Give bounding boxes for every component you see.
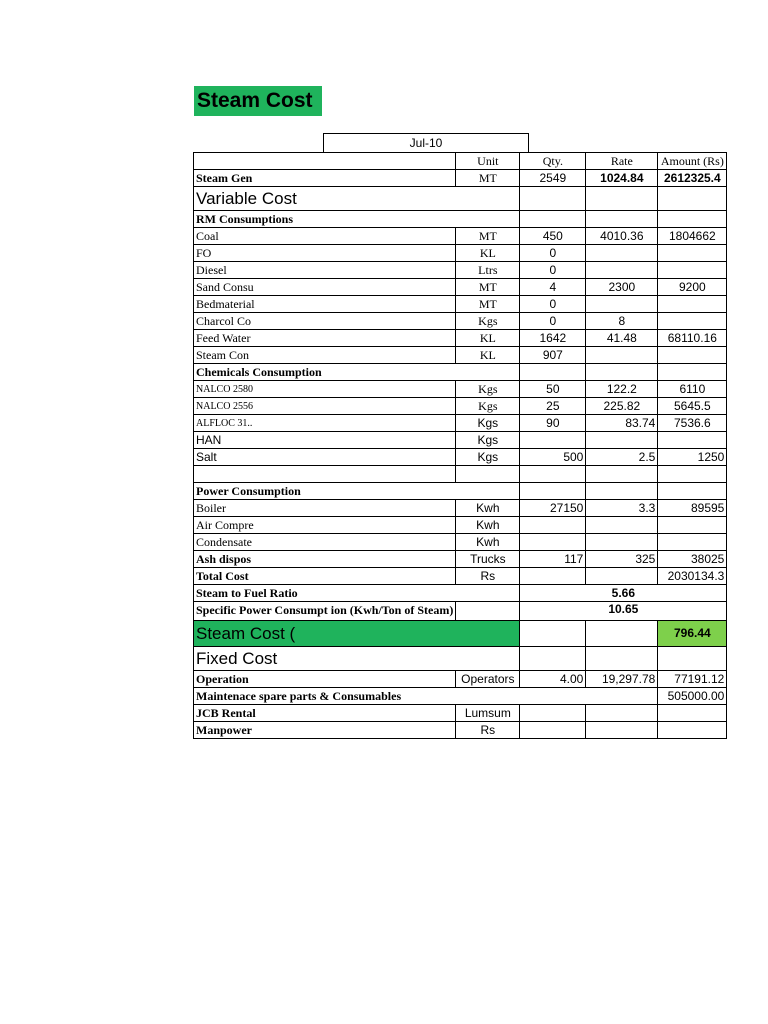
steam-cost-variable-amount: 796.44 (658, 621, 727, 647)
item-cell: Condensate (194, 534, 456, 551)
unit-cell: KL (456, 347, 520, 364)
unit-cell: Kgs (456, 449, 520, 466)
fixed-cost-heading: Fixed Cost (194, 647, 520, 671)
table-row (194, 381, 727, 398)
section-row (194, 187, 727, 211)
unit-cell: Kgs (456, 381, 520, 398)
amount-cell: 1250 (658, 449, 727, 466)
amount-cell: 1804662 (658, 228, 727, 245)
section-row (194, 364, 727, 381)
amount-cell: 6110 (658, 381, 727, 398)
item-cell: NALCO 2556 (194, 398, 456, 415)
qty-cell: 0 (520, 313, 586, 330)
table-row (194, 688, 727, 705)
sheet-title: Steam Cost (194, 86, 322, 116)
rate-cell: 1024.84 (586, 170, 658, 187)
power-consumption-heading: Power Consumption (194, 483, 520, 500)
amount-cell: 89595 (658, 500, 727, 517)
item-cell: Maintenace spare parts & Consumables (194, 688, 658, 705)
qty-cell: 4.00 (520, 671, 586, 688)
item-cell: Feed Water (194, 330, 456, 347)
amount-cell: 68110.16 (658, 330, 727, 347)
section-row (194, 211, 727, 228)
rate-cell: 2.5 (586, 449, 658, 466)
item-cell: Specific Power Consumpt ion (Kwh/Ton of Steam) (194, 602, 456, 621)
rate-cell: 4010.36 (586, 228, 658, 245)
table-row (194, 517, 727, 534)
table-row (194, 279, 727, 296)
item-cell: HAN (194, 432, 456, 449)
item-cell: Total Cost (194, 568, 456, 585)
steam-fuel-ratio-value: 5.66 (520, 585, 727, 602)
item-cell: Steam Gen (194, 170, 456, 187)
table-row (194, 296, 727, 313)
qty-cell: 25 (520, 398, 586, 415)
qty-cell: 117 (520, 551, 586, 568)
qty-cell: 2549 (520, 170, 586, 187)
chemicals-heading: Chemicals Consumption (194, 364, 520, 381)
item-cell: Coal (194, 228, 456, 245)
rate-cell: 325 (586, 551, 658, 568)
item-cell: Steam to Fuel Ratio (194, 585, 520, 602)
item-cell: Ash dispos (194, 551, 456, 568)
variable-cost-heading: Variable Cost (194, 187, 520, 211)
qty-cell: 500 (520, 449, 586, 466)
table-row (194, 551, 727, 568)
unit-cell: MT (456, 228, 520, 245)
table-row (194, 449, 727, 466)
unit-cell: Rs (456, 722, 520, 739)
unit-cell: Operators (456, 671, 520, 688)
rate-cell: 19,297.78 (586, 671, 658, 688)
section-row (194, 483, 727, 500)
item-cell: Manpower (194, 722, 456, 739)
rate-cell: 225.82 (586, 398, 658, 415)
unit-cell: KL (456, 245, 520, 262)
rm-consumptions-heading: RM Consumptions (194, 211, 520, 228)
unit-cell: MT (456, 279, 520, 296)
unit-cell: Kwh (456, 534, 520, 551)
empty-row (194, 466, 727, 483)
unit-cell: Kgs (456, 313, 520, 330)
table-row (194, 313, 727, 330)
qty-cell: 0 (520, 296, 586, 313)
item-cell: Diesel (194, 262, 456, 279)
item-cell: Salt (194, 449, 456, 466)
amount-cell: 5645.5 (658, 398, 727, 415)
month-header: Jul-10 (323, 133, 529, 153)
qty-cell: 907 (520, 347, 586, 364)
rate-header: Rate (586, 153, 658, 170)
table-row (194, 602, 727, 621)
rate-cell: 83.74 (586, 415, 658, 432)
table-row (194, 585, 727, 602)
table-row (194, 415, 727, 432)
item-cell: Operation (194, 671, 456, 688)
table-row (194, 568, 727, 585)
qty-cell: 1642 (520, 330, 586, 347)
table-row (194, 245, 727, 262)
item-cell: Air Compre (194, 517, 456, 534)
amount-cell: 2612325.4 (658, 170, 727, 187)
unit-cell: Trucks (456, 551, 520, 568)
steam-cost-table (193, 152, 727, 739)
qty-cell: 90 (520, 415, 586, 432)
item-cell: FO (194, 245, 456, 262)
table-row (194, 722, 727, 739)
item-cell: Boiler (194, 500, 456, 517)
table-row (194, 330, 727, 347)
section-row (194, 647, 727, 671)
cell (194, 153, 456, 170)
amount-header: Amount (Rs) (658, 153, 727, 170)
amount-cell: 38025 (658, 551, 727, 568)
unit-cell: Kgs (456, 415, 520, 432)
item-cell: JCB Rental (194, 705, 456, 722)
unit-cell: Kgs (456, 398, 520, 415)
rate-cell: 122.2 (586, 381, 658, 398)
item-cell: Charcol Co (194, 313, 456, 330)
table-row (194, 262, 727, 279)
table-row (194, 228, 727, 245)
amount-cell: 505000.00 (658, 688, 727, 705)
amount-cell: 7536.6 (658, 415, 727, 432)
qty-cell: 0 (520, 245, 586, 262)
rate-cell: 2300 (586, 279, 658, 296)
table-row (194, 432, 727, 449)
rate-cell: 3.3 (586, 500, 658, 517)
unit-cell: Ltrs (456, 262, 520, 279)
specific-power-value: 10.65 (520, 602, 727, 621)
unit-cell: MT (456, 170, 520, 187)
table-row (194, 534, 727, 551)
header-row (194, 153, 727, 170)
table-row (194, 170, 727, 187)
item-cell: NALCO 2580 (194, 381, 456, 398)
item-cell: Bedmaterial (194, 296, 456, 313)
table-row (194, 347, 727, 364)
unit-cell: MT (456, 296, 520, 313)
unit-header: Unit (456, 153, 520, 170)
qty-header: Qty. (520, 153, 586, 170)
table-row (194, 671, 727, 688)
table-row (194, 500, 727, 517)
amount-cell: 77191.12 (658, 671, 727, 688)
steam-cost-variable-label: Steam Cost ( (194, 621, 520, 647)
qty-cell: 27150 (520, 500, 586, 517)
amount-cell: 2030134.3 (658, 568, 727, 585)
qty-cell: 50 (520, 381, 586, 398)
table-row (194, 705, 727, 722)
table-row (194, 621, 727, 647)
rate-cell: 41.48 (586, 330, 658, 347)
unit-cell: Kgs (456, 432, 520, 449)
unit-cell: Lumsum (456, 705, 520, 722)
unit-cell: KL (456, 330, 520, 347)
table-row (194, 398, 727, 415)
qty-cell: 0 (520, 262, 586, 279)
amount-cell: 9200 (658, 279, 727, 296)
item-cell: ALFLOC 31.. (194, 415, 456, 432)
unit-cell: Kwh (456, 517, 520, 534)
rate-cell: 8 (586, 313, 658, 330)
qty-cell: 450 (520, 228, 586, 245)
unit-cell: Rs (456, 568, 520, 585)
item-cell: Sand Consu (194, 279, 456, 296)
qty-cell: 4 (520, 279, 586, 296)
item-cell: Steam Con (194, 347, 456, 364)
unit-cell: Kwh (456, 500, 520, 517)
